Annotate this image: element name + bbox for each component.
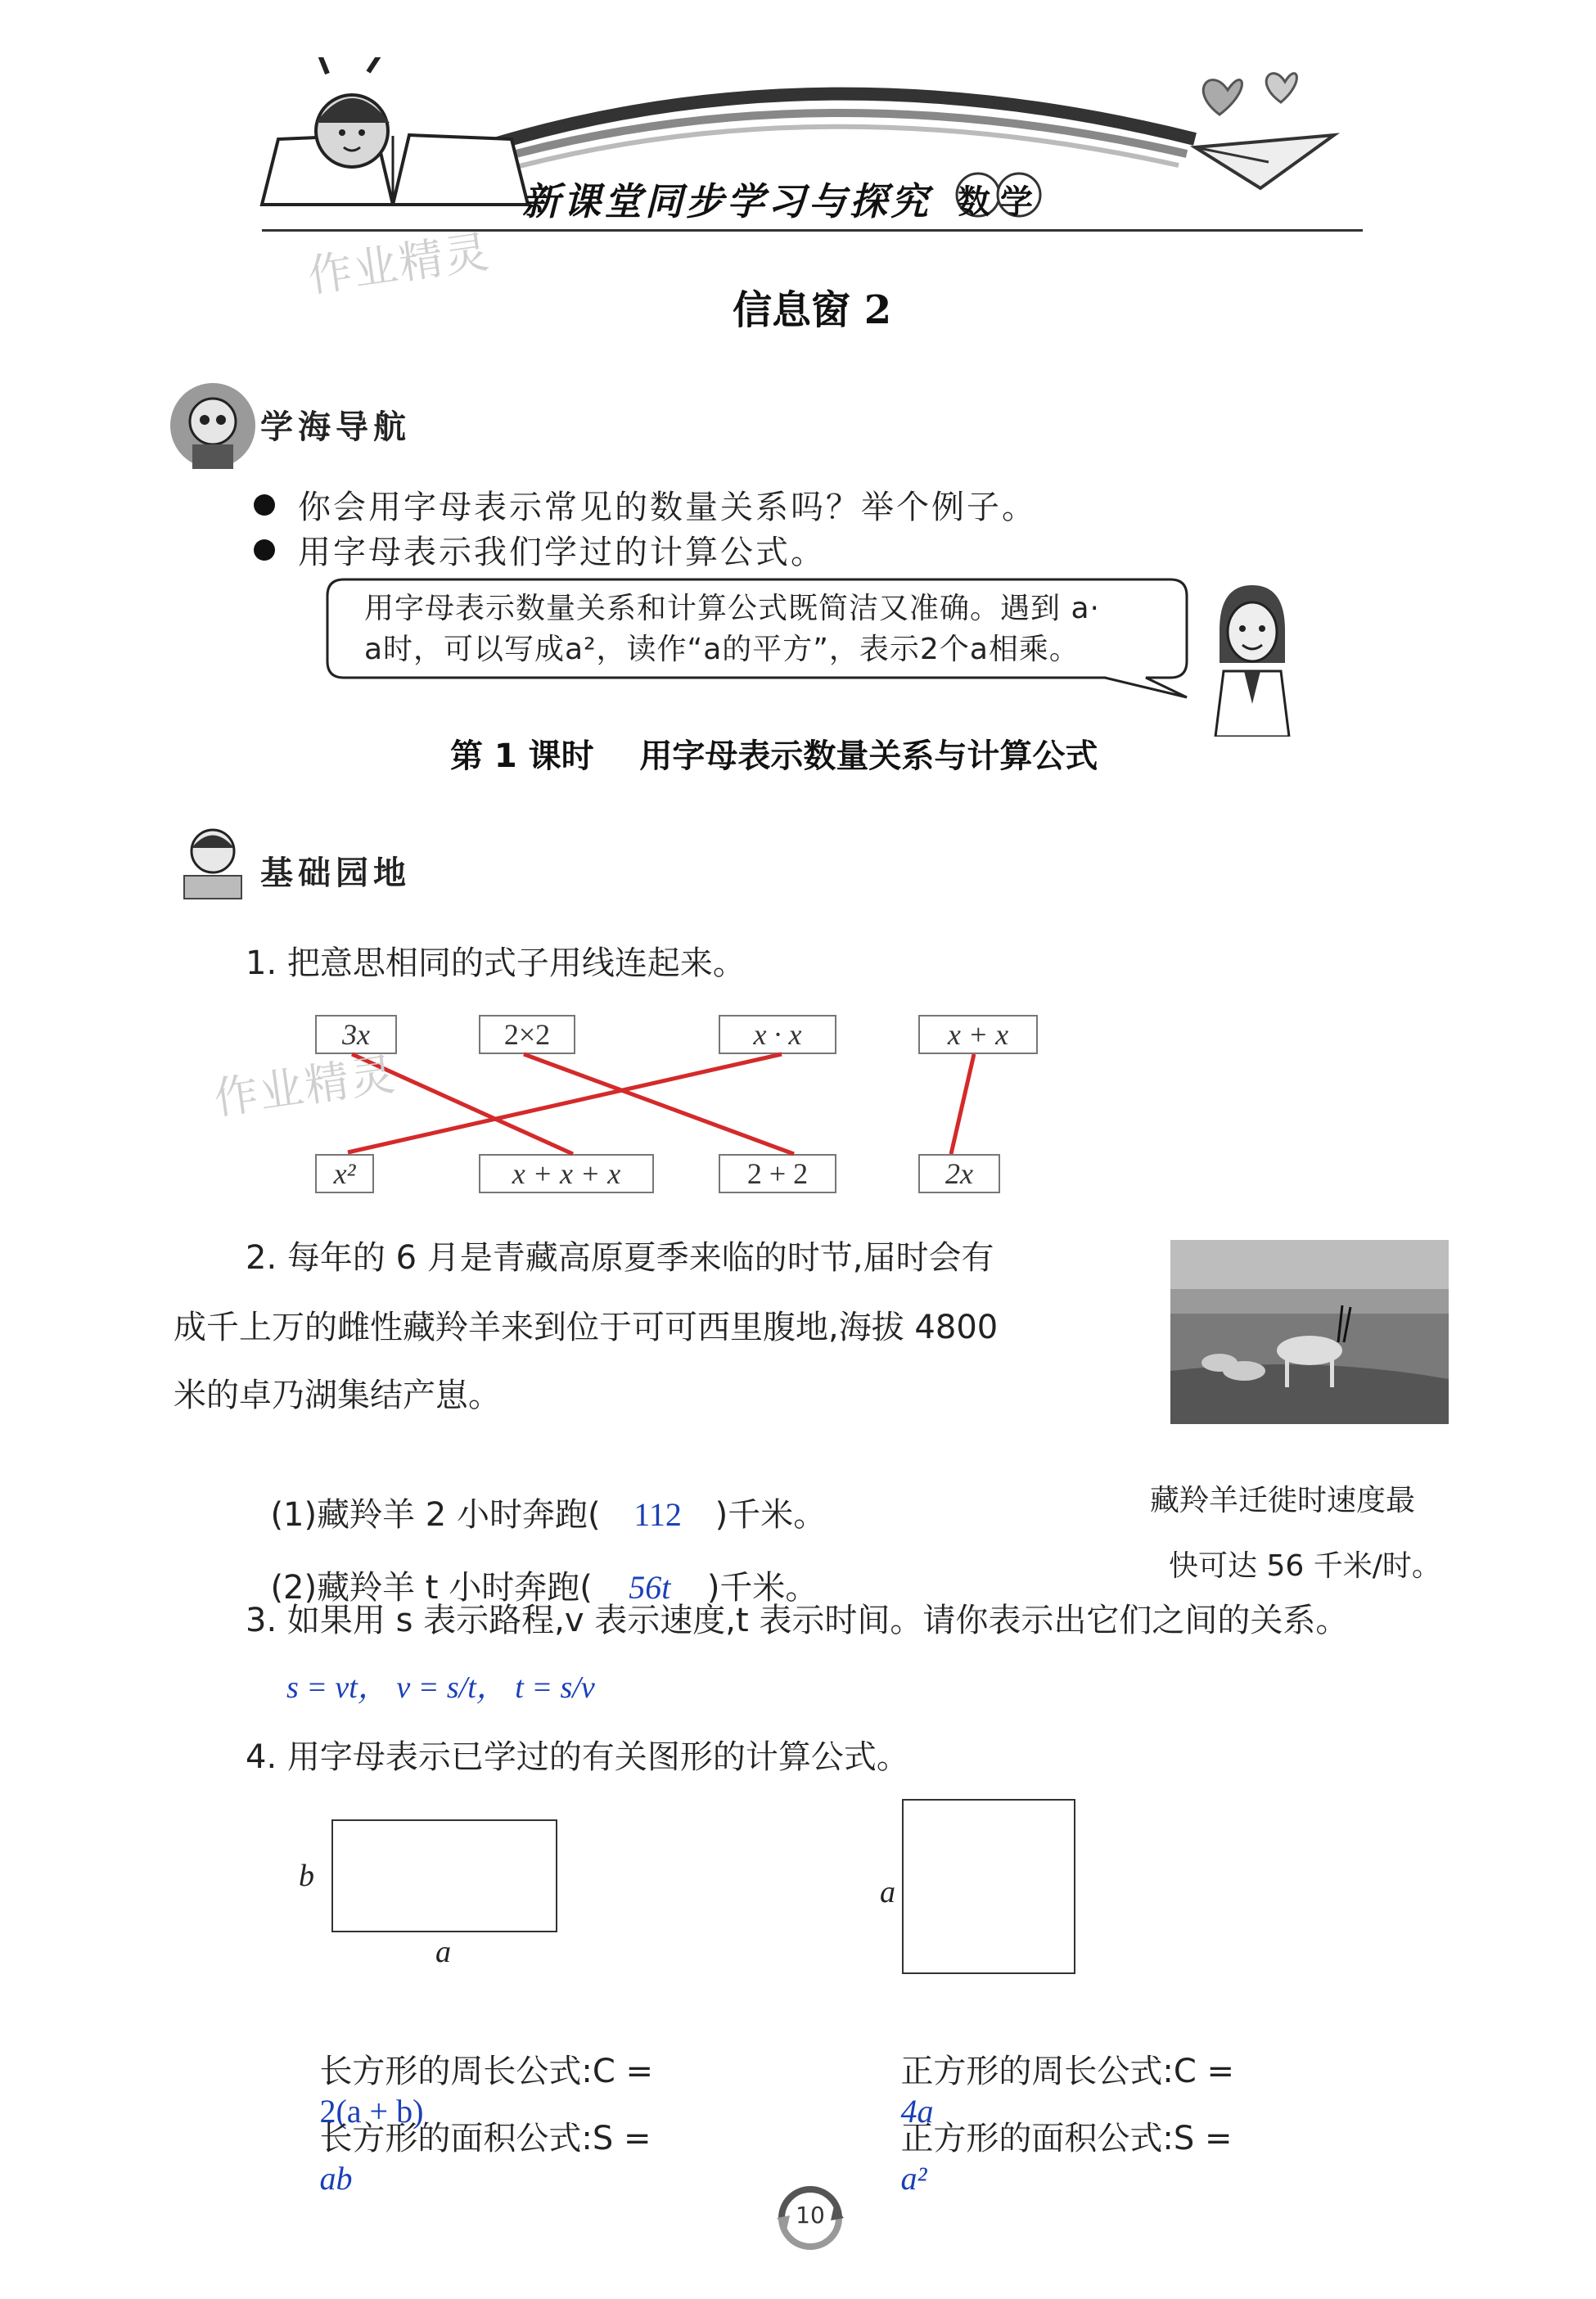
q1-box-top-4: x + x bbox=[918, 1015, 1038, 1054]
q1-box-top-2: 2×2 bbox=[479, 1015, 575, 1054]
q2-sub1 bbox=[250, 1451, 826, 1535]
q2-sub1-answer: 112 bbox=[633, 1496, 682, 1533]
square-side: a bbox=[880, 1875, 895, 1909]
book-title: 新课堂同步学习与探究 bbox=[522, 179, 931, 223]
speech-line-2: a时，可以写成a²，读作“a的平方”，表示2个a相乘。 bbox=[364, 633, 1080, 666]
q1-text: 1. 把意思相同的式子用线连起来。 bbox=[246, 944, 746, 982]
q2-sub1-prefix: (1)藏羚羊 2 小时奔跑( bbox=[270, 1496, 601, 1534]
rect-side-a: a bbox=[435, 1935, 451, 1969]
watermark: 作业精灵 bbox=[210, 1048, 399, 1125]
guide-heading: 学海导航 bbox=[260, 408, 411, 446]
q3-text: 3. 如果用 s 表示路程,v 表示速度,t 表示时间。请你表示出它们之间的关系。 bbox=[246, 1602, 1349, 1639]
q2-sub2-prefix: (2)藏羚羊 t 小时奔跑( bbox=[270, 1569, 593, 1607]
q2-sub2-answer: 56t bbox=[629, 1569, 671, 1606]
rect-side-b: b bbox=[299, 1859, 314, 1893]
rect-area-answer: ab bbox=[319, 2160, 353, 2197]
q1-box-bottom-2: x + x + x bbox=[479, 1154, 654, 1193]
rect-perimeter-answer: 2(a + b) bbox=[319, 2093, 424, 2130]
match-line bbox=[951, 1054, 974, 1154]
square-area bbox=[880, 2075, 1233, 2198]
q3-answer: s = vt， v = s/t， t = s/v bbox=[286, 1670, 595, 1705]
lesson-title: 第 1 课时 用字母表示数量关系与计算公式 bbox=[450, 737, 1098, 775]
rectangle-figure bbox=[331, 1819, 557, 1932]
q1-box-top-3: x · x bbox=[719, 1015, 836, 1054]
q2-sub2-suffix: )千米。 bbox=[706, 1569, 818, 1607]
q2-sub1-suffix: )千米。 bbox=[715, 1496, 827, 1534]
q2-line-1: 2. 每年的 6 月是青藏高原夏季来临的时节,届时会有 bbox=[246, 1239, 994, 1277]
square-perimeter-answer: 4a bbox=[900, 2093, 934, 2130]
q2-caption-1: 藏羚羊迁徙时速度最 bbox=[1150, 1484, 1416, 1517]
q1-box-bottom-3: 2 + 2 bbox=[719, 1154, 836, 1193]
antelope-photo bbox=[1170, 1240, 1449, 1424]
basics-heading: 基础园地 bbox=[260, 854, 411, 892]
page-number: 10 bbox=[796, 2202, 825, 2229]
square-figure bbox=[902, 1799, 1075, 1974]
q1-box-top-1: 3x bbox=[315, 1015, 397, 1054]
q2-caption-2: 快可达 56 千米/时。 bbox=[1169, 1549, 1441, 1583]
q2-line-3: 米的卓乃湖集结产崽。 bbox=[174, 1377, 501, 1414]
q4-text: 4. 用字母表示已学过的有关图形的计算公式。 bbox=[246, 1738, 909, 1776]
q1-box-bottom-1: x² bbox=[315, 1154, 374, 1193]
rect-perimeter-label: 长方形的周长公式:C = bbox=[319, 2053, 654, 2090]
rect-area bbox=[299, 2075, 651, 2198]
rect-area-label: 长方形的面积公式:S = bbox=[319, 2120, 651, 2157]
bullet-text: 你会用字母表示常见的数量关系吗？举个例子。 bbox=[298, 489, 1037, 526]
page-title: 信息窗 2 bbox=[733, 287, 892, 333]
q1-box-bottom-4: 2x bbox=[918, 1154, 1000, 1193]
square-area-label: 正方形的面积公式:S = bbox=[900, 2120, 1233, 2157]
subject-badge: 数学 bbox=[958, 183, 1043, 221]
speech-line-1: 用字母表示数量关系和计算公式既简洁又准确。遇到 a· bbox=[364, 592, 1100, 625]
square-perimeter-label: 正方形的周长公式:C = bbox=[900, 2053, 1235, 2090]
square-area-answer: a² bbox=[900, 2160, 927, 2197]
bullet-text: 用字母表示我们学过的计算公式。 bbox=[298, 534, 826, 571]
watermark: 作业精灵 bbox=[304, 225, 494, 303]
q2-line-2: 成千上万的雌性藏羚羊来到位于可可西里腹地,海拔 4800 bbox=[174, 1309, 999, 1346]
